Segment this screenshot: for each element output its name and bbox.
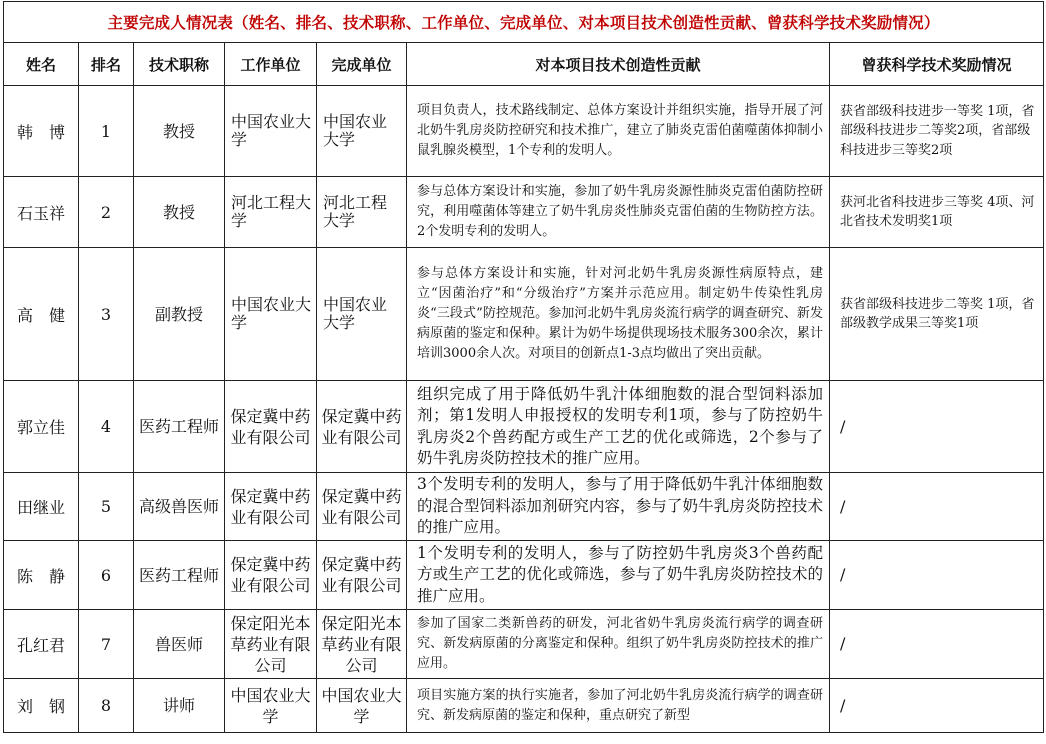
table-row [4,473,1044,541]
table-row [4,248,1044,381]
header-contribution: 对本项目技术创造性贡献 [407,43,830,86]
cell-title: 教授 [134,86,225,177]
cell-awards: / [830,381,1044,473]
cell-work-unit: 中国农业大学 [225,679,317,733]
cell-contribution: 项目负责人，技术路线制定、总体方案设计并组织实施，指导开展了河北奶牛乳房炎防控研究和技术推广，建立了肺炎克雷伯菌噬菌体抑制小鼠乳腺炎模型，1个专利的发明人。 [407,86,830,177]
personnel-table [3,1,1044,733]
cell-name: 郭立佳 [4,381,79,473]
cell-contribution: 3个发明专利的发明人，参与了用于降低奶牛乳汁体细胞数的混合型饲料添加剂研究内容，参与了奶牛乳房炎防控技术的推广应用。 [407,473,830,541]
table-title: 主要完成人情况表（姓名、排名、技术职称、工作单位、完成单位、对本项目技术创造性贡献、曾获科学技术奖励情况） [4,2,1044,43]
cell-title: 讲师 [134,679,225,733]
cell-work-unit: 中国农业大学 [225,86,317,177]
table-row [4,679,1044,733]
cell-rank: 1 [79,86,134,177]
cell-awards: / [830,473,1044,541]
cell-name: 陈 静 [4,541,79,610]
cell-work-unit: 中国农业大学 [225,248,317,381]
cell-rank: 7 [79,610,134,679]
cell-completion-unit: 保定阳光本草药业有限公司 [317,610,407,679]
cell-completion-unit: 中国农业大学 [317,248,407,381]
cell-title: 医药工程师 [134,381,225,473]
cell-title: 副教授 [134,248,225,381]
cell-contribution: 参加了国家二类新兽药的研发，河北省奶牛乳房炎流行病学的调查研究、新发病原菌的分离鉴定和保种。组织了奶牛乳房炎防控技术的推广应用。 [407,610,830,679]
cell-awards: 获河北省科技进步三等奖 4项、河北省技术发明奖1项 [830,177,1044,248]
cell-rank: 4 [79,381,134,473]
cell-contribution: 1个发明专利的发明人，参与了防控奶牛乳房炎3个兽药配方或生产工艺的优化或筛选，参与了奶牛乳房炎防控技术的推广应用。 [407,541,830,610]
cell-completion-unit: 中国农业大学 [317,86,407,177]
table-row [4,610,1044,679]
cell-name: 石玉祥 [4,177,79,248]
cell-awards: / [830,541,1044,610]
cell-title: 兽医师 [134,610,225,679]
cell-contribution: 组织完成了用于降低奶牛乳汁体细胞数的混合型饲料添加剂；第1发明人申报授权的发明专利1项，参与了防控奶牛乳房炎2个兽药配方或生产工艺的优化或筛选，2个参与了奶牛乳房炎防控技术的推广应用。 [407,381,830,473]
table-row [4,177,1044,248]
cell-completion-unit: 保定冀中药业有限公司 [317,473,407,541]
cell-awards: / [830,610,1044,679]
cell-completion-unit: 河北工程大学 [317,177,407,248]
table-row [4,86,1044,177]
cell-title: 高级兽医师 [134,473,225,541]
table-row [4,381,1044,473]
cell-completion-unit: 保定冀中药业有限公司 [317,541,407,610]
table-row [4,541,1044,610]
cell-work-unit: 河北工程大学 [225,177,317,248]
cell-completion-unit: 中国农业大学 [317,679,407,733]
header-awards: 曾获科学技术奖励情况 [830,43,1044,86]
cell-rank: 5 [79,473,134,541]
cell-name: 田继业 [4,473,79,541]
cell-title: 医药工程师 [134,541,225,610]
cell-rank: 2 [79,177,134,248]
cell-name: 孔红君 [4,610,79,679]
cell-awards: 获省部级科技进步二等奖 1项，省部级教学成果三等奖1项 [830,248,1044,381]
header-name: 姓名 [4,43,79,86]
cell-name: 高 健 [4,248,79,381]
header-work-unit: 工作单位 [225,43,317,86]
cell-awards: 获省部级科技进步一等奖 1项，省部级科技进步二等奖2项，省部级科技进步三等奖2项 [830,86,1044,177]
cell-name: 韩 博 [4,86,79,177]
cell-contribution: 参与总体方案设计和实施，参加了奶牛乳房炎源性肺炎克雷伯菌防控研究，利用噬菌体等建立了奶牛乳房炎性肺炎克雷伯菌的生物防控方法。2个发明专利的发明人。 [407,177,830,248]
cell-name: 刘 钢 [4,679,79,733]
header-rank: 排名 [79,43,134,86]
cell-work-unit: 保定冀中药业有限公司 [225,541,317,610]
header-completion-unit: 完成单位 [317,43,407,86]
cell-contribution: 参与总体方案设计和实施，针对河北奶牛乳房炎源性病原特点，建立“因菌治疗”和“分级治疗”方案并示范应用。制定奶牛传染性乳房炎“三段式”防控规范。参加河北奶牛乳房炎流行病学的调查研究、新发病原菌的鉴定和保种。累计为奶牛场提供现场技术服务300余次，累计培训3000余人次。对项目的创新点1-3点均做出了突出贡献。 [407,248,830,381]
cell-work-unit: 保定阳光本草药业有限公司 [225,610,317,679]
cell-title: 教授 [134,177,225,248]
cell-completion-unit: 保定冀中药业有限公司 [317,381,407,473]
cell-rank: 8 [79,679,134,733]
cell-contribution: 项目实施方案的执行实施者，参加了河北奶牛乳房炎流行病学的调查研究、新发病原菌的鉴定和保种，重点研究了新型 [407,679,830,733]
cell-rank: 6 [79,541,134,610]
header-title: 技术职称 [134,43,225,86]
cell-awards: / [830,679,1044,733]
cell-work-unit: 保定冀中药业有限公司 [225,473,317,541]
cell-work-unit: 保定冀中药业有限公司 [225,381,317,473]
cell-rank: 3 [79,248,134,381]
